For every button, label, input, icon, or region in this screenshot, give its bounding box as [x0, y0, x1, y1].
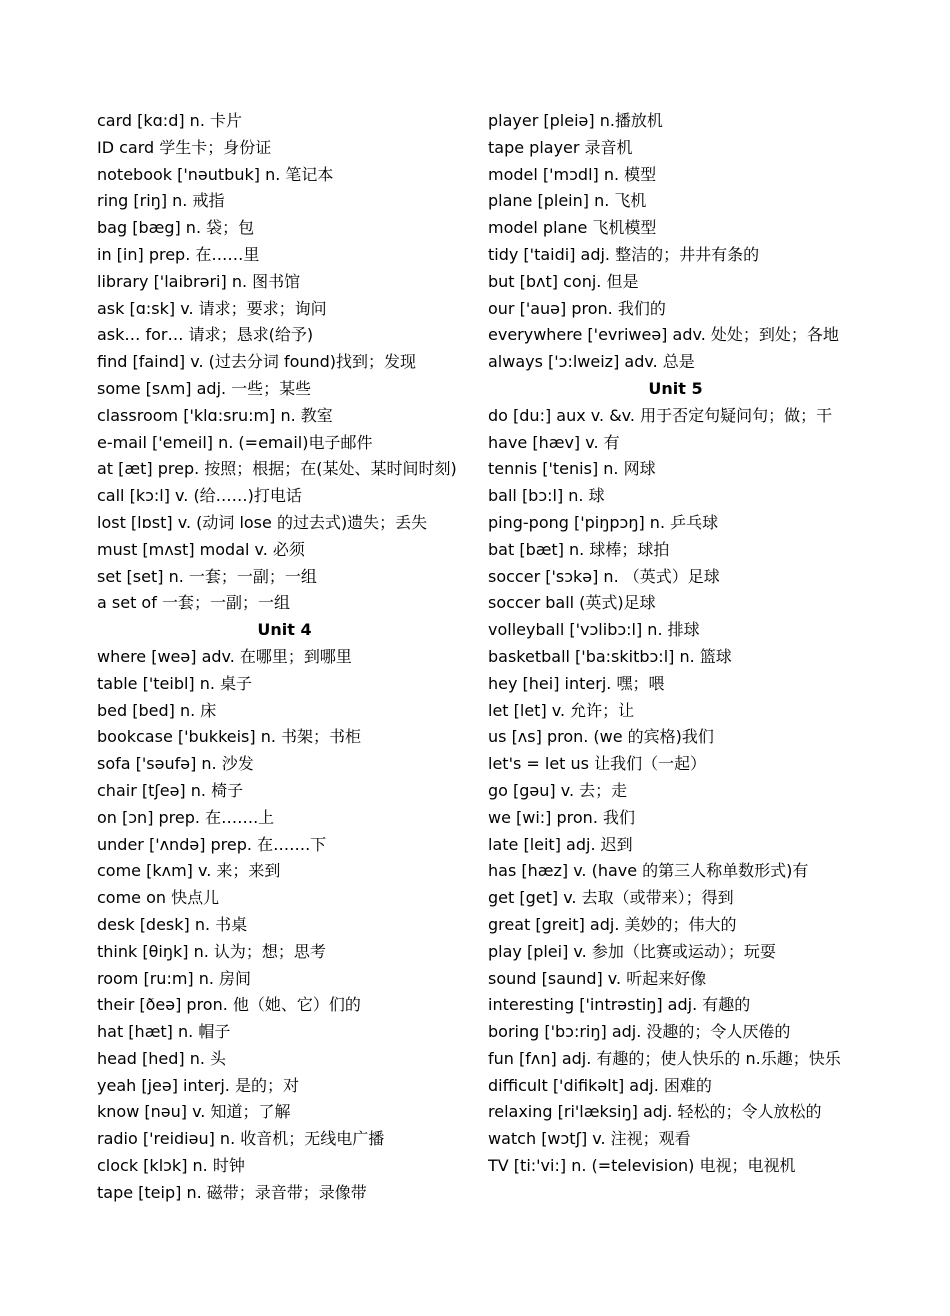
vocab-entry: boring ['bɔ:riŋ] adj. 没趣的；令人厌倦的 — [488, 1022, 791, 1042]
vocab-entry: we [wi:] pron. 我们 — [488, 807, 635, 827]
vocab-entry: soccer ['sɔkə] n. （英式）足球 — [488, 566, 720, 586]
vocab-entry: tape player 录音机 — [488, 137, 633, 157]
vocab-entry: chair [tʃeə] n. 椅子 — [97, 780, 244, 800]
vocab-entry: at [æt] prep. 按照；根据；在(某处、某时间时刻) — [97, 459, 457, 479]
vocab-entry: desk [desk] n. 书桌 — [97, 914, 248, 934]
vocab-entry: card [kɑ:d] n. 卡片 — [97, 111, 242, 130]
vocab-entry: bookcase ['bukkeis] n. 书架；书柜 — [97, 727, 362, 747]
vocab-entry: watch [wɔtʃ] v. 注视；观看 — [488, 1129, 691, 1149]
vocab-entry: must [mʌst] modal v. 必须 — [97, 539, 305, 559]
vocab-entry: notebook ['nəutbuk] n. 笔记本 — [97, 164, 334, 184]
vocab-entry: come on 快点儿 — [97, 888, 220, 908]
vocab-entry: know [nəu] v. 知道；了解 — [97, 1102, 291, 1122]
vocab-entry: classroom ['klɑ:sru:m] n. 教室 — [97, 405, 333, 425]
vocab-entry: volleyball ['vɔlibɔ:l] n. 排球 — [488, 620, 700, 640]
vocab-entry: find [faind] v. (过去分词 found)找到；发现 — [97, 352, 417, 372]
vocab-entry: clock [klɔk] n. 时钟 — [97, 1156, 245, 1176]
vocab-entry: lost [lɒst] v. (动词 lose 的过去式)遗失；丢失 — [97, 512, 428, 532]
vocab-entry: radio ['reidiəu] n. 收音机；无线电广播 — [97, 1129, 385, 1149]
vocab-entry: let [let] v. 允许；让 — [488, 700, 635, 720]
vocab-entry: sound [saund] v. 听起来好像 — [488, 968, 707, 988]
vocab-entry: yeah [jeə] interj. 是的；对 — [97, 1075, 299, 1095]
vocab-entry: ring [riŋ] n. 戒指 — [97, 191, 225, 211]
vocab-entry: hat [hæt] n. 帽子 — [97, 1022, 231, 1042]
vocab-entry: TV [ti:'vi:] n. (=television) 电视；电视机 — [488, 1156, 796, 1176]
vocab-entry: call [kɔ:l] v. (给……)打电话 — [97, 486, 302, 506]
vocab-entry: play [plei] v. 参加（比赛或运动）；玩耍 — [488, 941, 776, 961]
vocab-entry: tidy ['taidi] adj. 整洁的；井井有条的 — [488, 244, 760, 264]
unit-heading: Unit 5 — [648, 378, 703, 398]
vocab-entry: e-mail ['emeil] n. (=email)电子邮件 — [97, 432, 373, 452]
vocab-entry: set [set] n. 一套；一副；一组 — [97, 566, 317, 586]
vocab-entry: ping-pong ['piŋpɔŋ] n. 乒乓球 — [488, 512, 719, 532]
vocab-entry: table ['teibl] n. 桌子 — [97, 673, 253, 693]
unit-heading: Unit 4 — [257, 620, 312, 640]
vocab-entry: player [pleiə] n.播放机 — [488, 111, 663, 130]
vocab-entry: soccer ball (英式)足球 — [488, 593, 656, 613]
vocab-entry: always ['ɔ:lweiz] adv. 总是 — [488, 352, 695, 372]
vocab-entry: ask [ɑ:sk] v. 请求；要求；询问 — [97, 298, 327, 318]
vocab-entry: some [sʌm] adj. 一些；某些 — [97, 378, 312, 398]
vocab-entry: ball [bɔ:l] n. 球 — [488, 486, 605, 506]
vocab-entry: interesting ['intrəstiŋ] adj. 有趣的 — [488, 995, 751, 1015]
vocab-entry: let's = let us 让我们（一起） — [488, 754, 707, 774]
vocab-entry: think [θiŋk] n. 认为；想；思考 — [97, 941, 326, 961]
vocab-entry: have [hæv] v. 有 — [488, 432, 620, 452]
vocab-entry: late [leit] adj. 迟到 — [488, 834, 633, 854]
vocab-entry: get [get] v. 去取（或带来）；得到 — [488, 888, 734, 908]
vocab-entry: their [ðeə] pron. 他（她、它）们的 — [97, 995, 361, 1015]
vocab-entry: everywhere ['evriweə] adv. 处处；到处；各地 — [488, 325, 839, 345]
vocab-entry: where [weə] adv. 在哪里；到哪里 — [97, 646, 352, 666]
vocab-entry: sofa ['səufə] n. 沙发 — [97, 754, 254, 774]
vocab-entry: room [ru:m] n. 房间 — [97, 968, 252, 988]
right-column — [488, 108, 863, 1180]
vocab-entry: our ['auə] pron. 我们的 — [488, 298, 666, 318]
vocab-entry: head [hed] n. 头 — [97, 1048, 227, 1068]
vocab-entry: on [ɔn] prep. 在…….上 — [97, 807, 275, 827]
vocab-entry: us [ʌs] pron. (we 的宾格)我们 — [488, 727, 714, 747]
vocab-entry: tennis ['tenis] n. 网球 — [488, 459, 656, 479]
vocab-entry: great [greit] adj. 美妙的；伟大的 — [488, 914, 737, 934]
vocab-entry: model plane 飞机模型 — [488, 218, 657, 238]
vocab-entry: in [in] prep. 在……里 — [97, 244, 260, 264]
left-column — [97, 108, 472, 1207]
vocab-entry: do [du:] aux v. &v. 用于否定句疑问句；做；干 — [488, 405, 833, 425]
vocab-entry: ask… for… 请求；恳求(给予) — [97, 325, 314, 345]
vocab-entry: model ['mɔdl] n. 模型 — [488, 164, 657, 184]
vocab-entry: but [bʌt] conj. 但是 — [488, 271, 639, 291]
vocab-entry: a set of 一套；一副；一组 — [97, 593, 290, 613]
vocab-entry: go [gəu] v. 去；走 — [488, 780, 628, 800]
vocab-entry: has [hæz] v. (have 的第三人称单数形式)有 — [488, 861, 809, 881]
vocab-entry: hey [hei] interj. 嘿；喂 — [488, 673, 665, 693]
vocab-entry: come [kʌm] v. 来；来到 — [97, 861, 281, 881]
vocab-entry: difficult ['difikəlt] adj. 困难的 — [488, 1075, 712, 1095]
vocab-entry: relaxing [ri'læksiŋ] adj. 轻松的；令人放松的 — [488, 1102, 822, 1122]
vocab-entry: bat [bæt] n. 球棒；球拍 — [488, 539, 670, 559]
vocab-entry: bag [bæg] n. 袋；包 — [97, 218, 255, 238]
vocab-entry: bed [bed] n. 床 — [97, 700, 217, 720]
vocab-entry: basketball ['ba:skitbɔ:l] n. 篮球 — [488, 646, 732, 666]
vocab-entry: library ['laibrəri] n. 图书馆 — [97, 271, 301, 291]
vocab-entry: under ['ʌndə] prep. 在…….下 — [97, 834, 327, 854]
vocab-entry: plane [plein] n. 飞机 — [488, 191, 647, 211]
vocab-entry: ID card 学生卡；身份证 — [97, 137, 272, 157]
vocab-entry: tape [teip] n. 磁带；录音带；录像带 — [97, 1182, 367, 1202]
vocab-entry: fun [fʌn] adj. 有趣的；使人快乐的 n.乐趣；快乐 — [488, 1048, 841, 1068]
